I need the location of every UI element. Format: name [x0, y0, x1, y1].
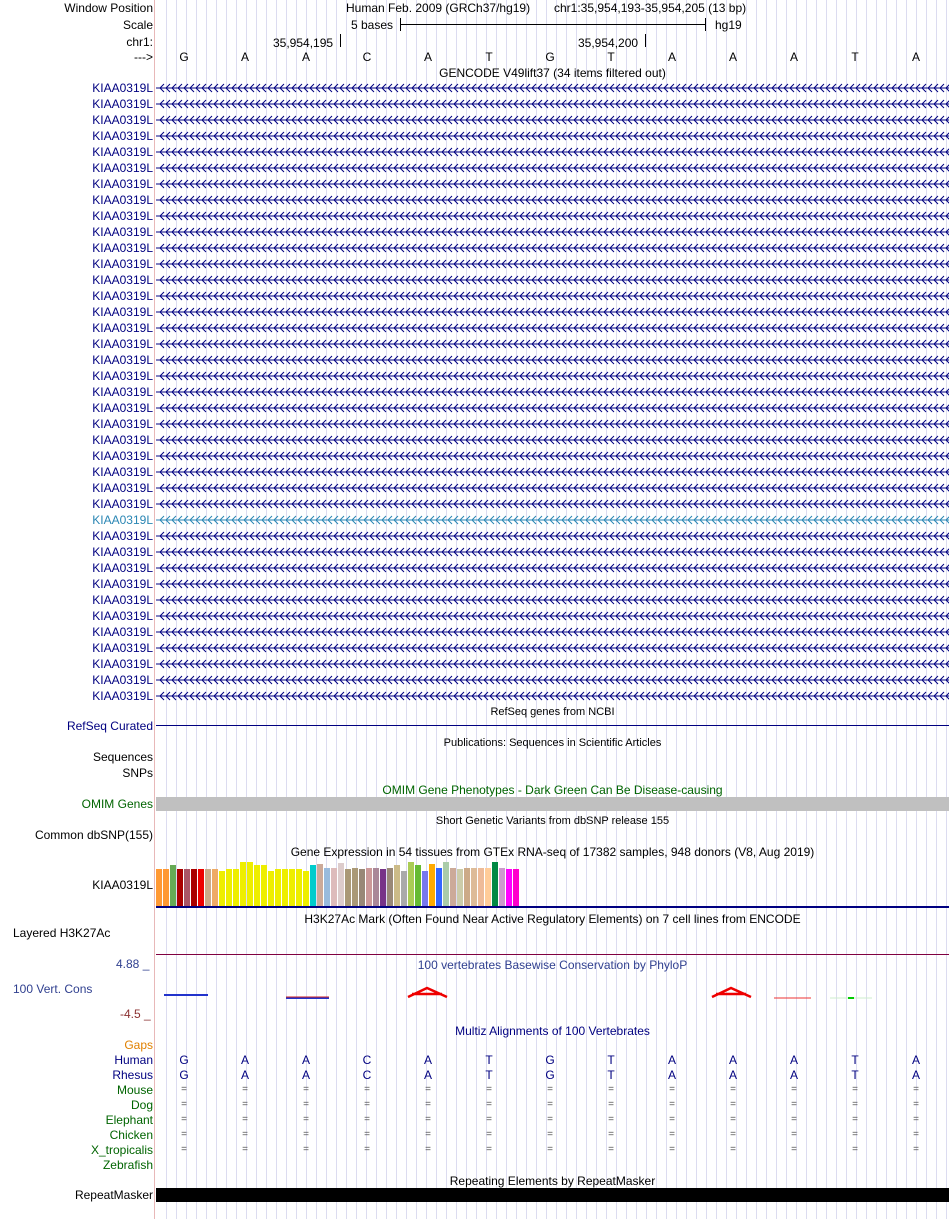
base-letter: G — [545, 50, 555, 64]
base-letter: C — [362, 50, 372, 64]
multiz-match-symbol: = — [730, 1114, 736, 1125]
gtex-tissue-bar[interactable] — [226, 869, 232, 906]
position-title: chr1:35,954,193-35,954,205 (13 bp) — [554, 1, 747, 15]
multiz-base: C — [362, 1068, 372, 1082]
gencode-transcript-line[interactable] — [156, 209, 949, 223]
gtex-tissue-bar[interactable] — [317, 864, 323, 906]
base-letter: A — [789, 50, 798, 64]
multiz-base: A — [911, 1053, 920, 1067]
multiz-base: A — [301, 1068, 310, 1082]
gencode-transcript-line[interactable] — [156, 337, 949, 351]
multiz-match-symbol: = — [730, 1084, 736, 1095]
multiz-base: G — [179, 1053, 189, 1067]
gtex-tissue-bar[interactable] — [212, 869, 218, 906]
multiz-match-symbol: = — [547, 1144, 553, 1155]
gencode-transcript-line[interactable] — [156, 657, 949, 671]
position-tick-left — [340, 34, 341, 47]
gencode-transcript-line[interactable] — [156, 465, 949, 479]
multiz-species-label[interactable]: Human — [114, 1053, 153, 1067]
multiz-base: A — [667, 1053, 676, 1067]
multiz-base: T — [607, 1053, 615, 1067]
gencode-transcript-label[interactable]: KIAA0319L — [92, 529, 153, 543]
gtex-tissue-bar[interactable] — [282, 869, 288, 906]
multiz-match-symbol: = — [791, 1084, 797, 1095]
gtex-tissue-bar[interactable] — [303, 871, 309, 906]
gencode-transcript-label[interactable]: KIAA0319L — [92, 289, 153, 303]
multiz-match-symbol: = — [364, 1099, 370, 1110]
window-position-label: Window Position — [64, 1, 153, 15]
gencode-transcript-label[interactable]: KIAA0319L — [92, 385, 153, 399]
gencode-transcript-line[interactable] — [156, 529, 949, 543]
multiz-match-symbol: = — [425, 1084, 431, 1095]
gencode-track-title: GENCODE V49lift37 (34 items filtered out) — [439, 66, 666, 80]
multiz-match-symbol: = — [242, 1129, 248, 1140]
gtex-tissue-bar[interactable] — [408, 862, 414, 906]
multiz-species-label[interactable]: X_tropicalis — [90, 1143, 153, 1157]
gencode-transcript-line[interactable] — [156, 161, 949, 175]
multiz-match-symbol: = — [242, 1114, 248, 1125]
multiz-match-symbol: = — [913, 1129, 919, 1140]
gtex-tissue-bar[interactable] — [485, 868, 491, 906]
multiz-match-symbol: = — [791, 1144, 797, 1155]
gencode-transcript-label[interactable]: KIAA0319L — [92, 241, 153, 255]
multiz-species-label[interactable]: Dog — [130, 1098, 153, 1112]
multiz-base: A — [301, 1053, 310, 1067]
multiz-species-label[interactable]: Chicken — [109, 1128, 153, 1142]
gencode-transcript-label[interactable]: KIAA0319L — [92, 673, 153, 687]
omim-track-title: OMIM Gene Phenotypes - Dark Green Can Be Disease-causing — [382, 783, 723, 797]
gtex-tissue-bar[interactable] — [513, 869, 519, 906]
multiz-match-symbol: = — [547, 1114, 553, 1125]
refseq-gene-line[interactable] — [156, 725, 949, 726]
gtex-tissue-bar[interactable] — [240, 862, 246, 906]
gencode-transcript-line[interactable] — [156, 449, 949, 463]
gencode-transcript-label[interactable]: KIAA0319L — [92, 545, 153, 559]
base-letter: A — [728, 50, 737, 64]
multiz-match-symbol: = — [364, 1129, 370, 1140]
gtex-tissue-bar[interactable] — [457, 869, 463, 906]
base-letter: T — [851, 50, 859, 64]
multiz-base: A — [911, 1068, 920, 1082]
strand-label: ---> — [134, 50, 153, 64]
multiz-match-symbol: = — [486, 1144, 492, 1155]
gencode-transcript-label[interactable]: KIAA0319L — [92, 337, 153, 351]
multiz-match-symbol: = — [364, 1144, 370, 1155]
refseq-track-label[interactable]: RefSeq Curated — [66, 719, 153, 733]
gencode-transcript-line[interactable] — [156, 561, 949, 575]
gencode-transcript-line[interactable] — [156, 145, 949, 159]
multiz-gaps-label: Gaps — [124, 1038, 153, 1052]
multiz-match-symbol: = — [791, 1099, 797, 1110]
multiz-match-symbol: = — [608, 1129, 614, 1140]
multiz-match-symbol: = — [669, 1084, 675, 1095]
multiz-match-symbol: = — [425, 1129, 431, 1140]
multiz-match-symbol: = — [608, 1084, 614, 1095]
gencode-transcript-label[interactable]: KIAA0319L — [92, 97, 153, 111]
gtex-tissue-bar[interactable] — [366, 868, 372, 906]
multiz-match-symbol: = — [486, 1114, 492, 1125]
dbsnp-track-label[interactable]: Common dbSNP(155) — [34, 828, 153, 842]
gencode-transcript-line[interactable] — [156, 609, 949, 623]
base-letter: T — [485, 50, 493, 64]
multiz-match-symbol: = — [608, 1114, 614, 1125]
repeatmasker-track-title: Repeating Elements by RepeatMasker — [449, 1174, 656, 1188]
scale-bar-right-tick — [705, 18, 706, 31]
gtex-tissue-bar[interactable] — [443, 862, 449, 906]
multiz-match-symbol: = — [730, 1129, 736, 1140]
multiz-match-symbol: = — [730, 1144, 736, 1155]
h3k27ac-baseline — [156, 954, 949, 955]
gencode-transcript-line[interactable] — [156, 257, 949, 271]
gencode-transcript-label[interactable]: KIAA0319L — [92, 481, 153, 495]
gencode-transcript-label[interactable]: KIAA0319L — [92, 145, 153, 159]
multiz-match-symbol: = — [303, 1114, 309, 1125]
h3k27ac-track-label[interactable]: Layered H3K27Ac — [13, 926, 111, 940]
multiz-match-symbol: = — [425, 1144, 431, 1155]
gtex-tissue-bar[interactable] — [296, 869, 302, 906]
gencode-transcript-line[interactable] — [156, 625, 949, 639]
gtex-tissue-bar[interactable] — [233, 869, 239, 906]
multiz-match-symbol: = — [486, 1129, 492, 1140]
gencode-transcript-line[interactable] — [156, 369, 949, 383]
scale-value: 5 bases — [351, 18, 394, 32]
gencode-transcript-label[interactable]: KIAA0319L — [92, 305, 153, 319]
repeatmasker-track-label[interactable]: RepeatMasker — [74, 1188, 153, 1202]
multiz-match-symbol: = — [791, 1129, 797, 1140]
phylop-conservation-plot[interactable] — [156, 984, 949, 1002]
gtex-tissue-bar[interactable] — [492, 862, 498, 906]
multiz-base: T — [851, 1053, 859, 1067]
multiz-match-symbol: = — [669, 1129, 675, 1140]
multiz-base: G — [545, 1068, 555, 1082]
phylop-track-title: 100 vertebrates Basewise Conservation by PhyloP — [417, 958, 688, 972]
multiz-base: A — [240, 1068, 249, 1082]
gtex-tissue-bar[interactable] — [261, 865, 267, 906]
omim-track-label[interactable]: OMIM Genes — [81, 797, 153, 811]
gencode-transcript-label[interactable]: KIAA0319L — [92, 401, 153, 415]
multiz-base: T — [485, 1068, 493, 1082]
gencode-transcript-line[interactable] — [156, 225, 949, 239]
multiz-species-label[interactable]: Elephant — [105, 1113, 153, 1127]
gencode-transcript-line[interactable] — [156, 689, 949, 703]
multiz-match-symbol: = — [181, 1084, 187, 1095]
base-letter: G — [179, 50, 189, 64]
label-column-divider — [154, 0, 155, 1219]
multiz-base: G — [179, 1068, 189, 1082]
gtex-tissue-bar[interactable] — [345, 869, 351, 906]
gencode-transcript-label[interactable]: KIAA0319L — [92, 273, 153, 287]
gencode-transcript-line[interactable] — [156, 113, 949, 127]
multiz-base: T — [485, 1053, 493, 1067]
gtex-tissue-bar[interactable] — [184, 869, 190, 906]
gtex-tissue-bar[interactable] — [205, 869, 211, 906]
scale-bar — [400, 24, 706, 25]
multiz-base: A — [240, 1053, 249, 1067]
gencode-transcript-label[interactable]: KIAA0319L — [92, 193, 153, 207]
gtex-tissue-bar[interactable] — [324, 868, 330, 906]
multiz-match-symbol: = — [913, 1114, 919, 1125]
repeatmasker-element-bar[interactable] — [156, 1188, 949, 1202]
gencode-transcript-label[interactable]: KIAA0319L — [92, 321, 153, 335]
gtex-tissue-bar[interactable] — [170, 865, 176, 906]
gencode-transcript-line[interactable] — [156, 545, 949, 559]
gencode-transcript-line[interactable] — [156, 81, 949, 95]
gtex-tissue-bar[interactable] — [394, 865, 400, 906]
gtex-tissue-bar[interactable] — [289, 869, 295, 906]
multiz-match-symbol: = — [364, 1114, 370, 1125]
gtex-tissue-bar[interactable] — [275, 869, 281, 906]
gencode-transcript-label[interactable]: KIAA0319L — [92, 353, 153, 367]
multiz-match-symbol: = — [852, 1099, 858, 1110]
gtex-track-title: Gene Expression in 54 tissues from GTEx RNA-seq of 17382 samples, 948 donors (V8, Aug 2019) — [290, 845, 815, 859]
gtex-baseline — [156, 906, 949, 908]
multiz-match-symbol: = — [181, 1144, 187, 1155]
multiz-match-symbol: = — [547, 1084, 553, 1095]
gtex-tissue-bar[interactable] — [254, 865, 260, 906]
publications-label-snps[interactable]: SNPs — [122, 766, 153, 780]
multiz-base: G — [545, 1053, 555, 1067]
multiz-base: T — [607, 1068, 615, 1082]
gtex-tissue-bar[interactable] — [422, 871, 428, 906]
gencode-transcript-label[interactable]: KIAA0319L — [92, 113, 153, 127]
multiz-match-symbol: = — [852, 1144, 858, 1155]
multiz-match-symbol: = — [608, 1144, 614, 1155]
multiz-match-symbol: = — [913, 1144, 919, 1155]
scale-label: Scale — [122, 18, 153, 32]
gencode-transcript-line[interactable] — [156, 353, 949, 367]
base-letter: A — [301, 50, 310, 64]
gtex-tissue-bar[interactable] — [506, 869, 512, 906]
multiz-match-symbol: = — [547, 1099, 553, 1110]
multiz-match-symbol: = — [852, 1084, 858, 1095]
gencode-transcript-line[interactable] — [156, 577, 949, 591]
multiz-match-symbol: = — [852, 1129, 858, 1140]
gencode-transcript-label[interactable]: KIAA0319L — [92, 641, 153, 655]
publications-track-title: Publications: Sequences in Scientific Articles — [443, 737, 662, 749]
gtex-tissue-bar[interactable] — [338, 863, 344, 906]
gtex-tissue-bar[interactable] — [450, 868, 456, 906]
gencode-transcript-line[interactable] — [156, 401, 949, 415]
gtex-track-label[interactable]: KIAA0319L — [92, 878, 153, 892]
multiz-match-symbol: = — [181, 1099, 187, 1110]
multiz-base: C — [362, 1053, 372, 1067]
gtex-tissue-bar[interactable] — [310, 865, 316, 906]
gtex-tissue-bar[interactable] — [380, 869, 386, 906]
gencode-transcript-label[interactable]: KIAA0319L — [92, 81, 153, 95]
gtex-tissue-bar[interactable] — [359, 869, 365, 906]
gtex-tissue-bar[interactable] — [163, 869, 169, 906]
gencode-transcript-label[interactable]: KIAA0319L — [92, 225, 153, 239]
multiz-match-symbol: = — [242, 1144, 248, 1155]
gencode-transcript-line[interactable] — [156, 513, 949, 527]
multiz-species-label[interactable]: Mouse — [116, 1083, 153, 1097]
multiz-match-symbol: = — [669, 1099, 675, 1110]
publications-label-sequences[interactable]: Sequences — [92, 750, 153, 764]
h3k27ac-track-title: H3K27Ac Mark (Often Found Near Active Regulatory Elements) on 7 cell lines from ENCODE — [304, 912, 801, 926]
gencode-transcript-label[interactable]: KIAA0319L — [92, 561, 153, 575]
gencode-transcript-line[interactable] — [156, 673, 949, 687]
multiz-species-label[interactable]: Rhesus — [112, 1068, 153, 1082]
phylop-track-label[interactable]: 100 Vert. Cons — [13, 982, 93, 996]
multiz-base: A — [728, 1053, 737, 1067]
position-tick-label-left: 35,954,195 — [273, 36, 334, 50]
multiz-base: A — [789, 1068, 798, 1082]
phylop-max-label: 4.88 _ — [116, 957, 150, 971]
gtex-tissue-bar[interactable] — [247, 862, 253, 906]
gencode-transcript-label[interactable]: KIAA0319L — [92, 465, 153, 479]
gtex-tissue-bar[interactable] — [219, 871, 225, 906]
phylop-peak-2 — [712, 988, 751, 997]
gencode-transcript-line[interactable] — [156, 273, 949, 287]
gencode-transcript-line[interactable] — [156, 177, 949, 191]
gtex-tissue-bar[interactable] — [478, 868, 484, 906]
base-letter: A — [240, 50, 249, 64]
gencode-transcript-label[interactable]: KIAA0319L — [92, 513, 153, 527]
multiz-match-symbol: = — [364, 1084, 370, 1095]
multiz-base: A — [423, 1053, 432, 1067]
multiz-match-symbol: = — [242, 1084, 248, 1095]
multiz-match-symbol: = — [486, 1099, 492, 1110]
multiz-base: T — [851, 1068, 859, 1082]
gencode-transcript-line[interactable] — [156, 593, 949, 607]
multiz-base: A — [789, 1053, 798, 1067]
gencode-transcript-label[interactable]: KIAA0319L — [92, 177, 153, 191]
multiz-match-symbol: = — [242, 1099, 248, 1110]
chrom-label: chr1: — [126, 35, 153, 49]
position-tick-right — [645, 34, 646, 47]
multiz-track-title: Multiz Alignments of 100 Vertebrates — [455, 1024, 650, 1038]
gtex-tissue-bar[interactable] — [429, 864, 435, 906]
phylop-min-label: -4.5 _ — [120, 1007, 151, 1021]
gencode-transcript-line[interactable] — [156, 193, 949, 207]
gtex-tissue-bar[interactable] — [156, 869, 162, 906]
gencode-transcript-label[interactable]: KIAA0319L — [92, 449, 153, 463]
multiz-match-symbol: = — [181, 1129, 187, 1140]
gencode-transcript-label[interactable]: KIAA0319L — [92, 161, 153, 175]
multiz-match-symbol: = — [608, 1099, 614, 1110]
gtex-tissue-bar[interactable] — [464, 868, 470, 906]
gencode-transcript-line[interactable] — [156, 97, 949, 111]
gencode-transcript-label[interactable]: KIAA0319L — [92, 433, 153, 447]
multiz-match-symbol: = — [303, 1129, 309, 1140]
multiz-match-symbol: = — [303, 1084, 309, 1095]
multiz-match-symbol: = — [669, 1144, 675, 1155]
gencode-transcript-line[interactable] — [156, 129, 949, 143]
gencode-transcript-label[interactable]: KIAA0319L — [92, 593, 153, 607]
position-tick-label-right: 35,954,200 — [578, 36, 639, 50]
multiz-match-symbol: = — [425, 1114, 431, 1125]
gtex-tissue-bar[interactable] — [191, 869, 197, 906]
gtex-tissue-bar[interactable] — [499, 868, 505, 906]
multiz-match-symbol: = — [669, 1114, 675, 1125]
gtex-tissue-bar[interactable] — [268, 871, 274, 906]
base-letter: A — [667, 50, 676, 64]
gencode-transcript-label[interactable]: KIAA0319L — [92, 129, 153, 143]
multiz-species-label[interactable]: Zebrafish — [102, 1158, 153, 1172]
multiz-base: A — [667, 1068, 676, 1082]
scale-db: hg19 — [715, 18, 742, 32]
multiz-base: A — [728, 1068, 737, 1082]
gencode-transcript-label[interactable]: KIAA0319L — [92, 609, 153, 623]
multiz-match-symbol: = — [181, 1114, 187, 1125]
multiz-match-symbol: = — [303, 1144, 309, 1155]
assembly-title: Human Feb. 2009 (GRCh37/hg19) — [346, 1, 531, 15]
gencode-transcript-line[interactable] — [156, 289, 949, 303]
gencode-transcript-label[interactable]: KIAA0319L — [92, 209, 153, 223]
multiz-base: A — [423, 1068, 432, 1082]
gtex-tissue-bar[interactable] — [415, 865, 421, 906]
gencode-transcript-line[interactable] — [156, 305, 949, 319]
dbsnp-track-title: Short Genetic Variants from dbSNP release 155 — [435, 815, 670, 827]
gtex-tissue-bar[interactable] — [198, 869, 204, 906]
gencode-transcript-line[interactable] — [156, 385, 949, 399]
gencode-transcript-line[interactable] — [156, 481, 949, 495]
gtex-tissue-bar[interactable] — [177, 869, 183, 906]
refseq-track-title: RefSeq genes from NCBI — [490, 706, 615, 718]
multiz-match-symbol: = — [913, 1099, 919, 1110]
gencode-transcript-label[interactable]: KIAA0319L — [92, 625, 153, 639]
gencode-transcript-label[interactable]: KIAA0319L — [92, 689, 153, 703]
gencode-transcript-line[interactable] — [156, 433, 949, 447]
multiz-match-symbol: = — [913, 1084, 919, 1095]
base-letter: T — [607, 50, 615, 64]
gencode-transcript-line[interactable] — [156, 641, 949, 655]
gtex-tissue-bar[interactable] — [471, 868, 477, 906]
base-letter: A — [911, 50, 920, 64]
gencode-transcript-label[interactable]: KIAA0319L — [92, 577, 153, 591]
gencode-transcript-label[interactable]: KIAA0319L — [92, 497, 153, 511]
multiz-match-symbol: = — [547, 1129, 553, 1140]
scale-bar-left-tick — [400, 18, 401, 31]
base-letter: A — [423, 50, 432, 64]
gtex-tissue-bar[interactable] — [373, 868, 379, 906]
omim-gene-bar[interactable] — [156, 797, 949, 811]
gtex-tissue-bar[interactable] — [436, 868, 442, 906]
gtex-tissue-bar[interactable] — [401, 871, 407, 906]
gencode-transcript-label[interactable]: KIAA0319L — [92, 257, 153, 271]
multiz-match-symbol: = — [730, 1099, 736, 1110]
gtex-tissue-bar[interactable] — [331, 868, 337, 906]
gencode-transcript-line[interactable] — [156, 241, 949, 255]
gencode-transcript-line[interactable] — [156, 321, 949, 335]
gencode-transcript-line[interactable] — [156, 417, 949, 431]
multiz-match-symbol: = — [425, 1099, 431, 1110]
multiz-match-symbol: = — [852, 1114, 858, 1125]
gencode-transcript-line[interactable] — [156, 497, 949, 511]
multiz-match-symbol: = — [791, 1114, 797, 1125]
multiz-match-symbol: = — [486, 1084, 492, 1095]
multiz-match-symbol: = — [303, 1099, 309, 1110]
phylop-peak-1 — [408, 988, 447, 997]
gencode-transcript-label[interactable]: KIAA0319L — [92, 417, 153, 431]
gtex-tissue-bar[interactable] — [387, 868, 393, 906]
gencode-transcript-label[interactable]: KIAA0319L — [92, 369, 153, 383]
gtex-tissue-bar[interactable] — [352, 868, 358, 906]
gencode-transcript-label[interactable]: KIAA0319L — [92, 657, 153, 671]
